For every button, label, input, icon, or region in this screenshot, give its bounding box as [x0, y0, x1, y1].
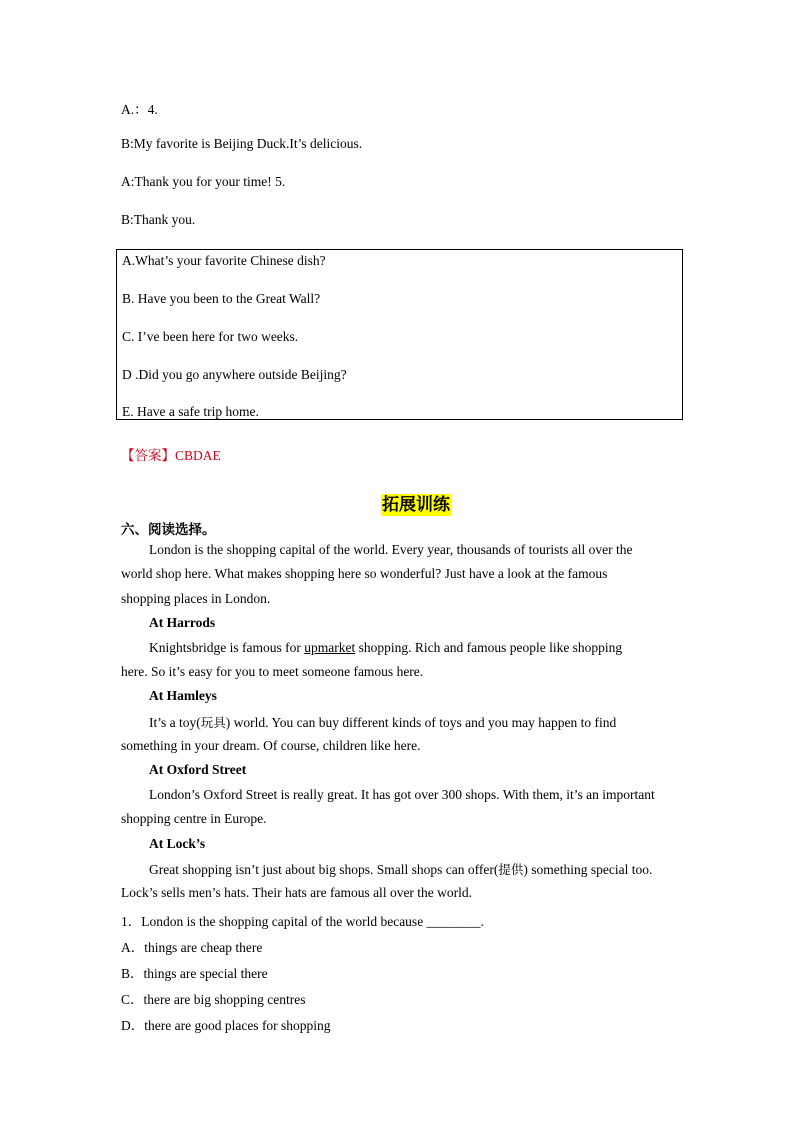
options-box — [116, 249, 683, 420]
option-item: B. Have you been to the Great Wall? — [122, 291, 321, 306]
passage-line: shopping places in London. — [121, 591, 271, 606]
option-item: C. I’ve been here for two weeks. — [122, 329, 299, 344]
answer-choice: D．there are good places for shopping — [121, 1018, 331, 1033]
passage-subheading: At Hamleys — [149, 688, 217, 703]
passage-line: something in your dream. Of course, children like here. — [121, 738, 421, 753]
option-item: E. Have a safe trip home. — [122, 404, 259, 419]
answer-choice: B．things are special there — [121, 966, 268, 981]
answer-choice: A．things are cheap there — [121, 940, 263, 955]
passage-line: Lock’s sells men’s hats. Their hats are famous all over the world. — [121, 885, 473, 900]
section-heading: 六、阅读选择。 — [121, 522, 216, 538]
question-stem: 1．London is the shopping capital of the world because ________. — [121, 914, 484, 929]
dialogue-line: B:My favorite is Beijing Duck.It’s delicious. — [121, 136, 363, 151]
section-title: 拓展训练 — [382, 495, 450, 515]
dialogue-line: A:Thank you for your time! 5. — [121, 174, 286, 189]
passage-line — [149, 640, 622, 656]
passage-line: here. So it’s easy for you to meet someone famous here. — [121, 664, 424, 679]
passage-line: world shop here. What makes shopping here so wonderful? Just have a look at the famous — [121, 566, 608, 581]
dialogue-line: B:Thank you. — [121, 212, 196, 227]
chinese-gloss: 玩具 — [200, 715, 226, 730]
option-item: D .Did you go anywhere outside Beijing? — [122, 367, 347, 382]
dialogue-line: A.：4. — [121, 102, 158, 117]
passage-subheading: At Lock’s — [149, 836, 206, 851]
option-item: A.What’s your favorite Chinese dish? — [122, 253, 326, 268]
underlined-word: upmarket — [304, 640, 356, 655]
passage-text: Great shopping isn’t just about big shops. Small shops can offer( — [149, 862, 499, 877]
passage-subheading: At Oxford Street — [149, 762, 247, 777]
chinese-gloss: 提供 — [498, 862, 524, 877]
passage-line — [149, 860, 652, 878]
passage-line: shopping centre in Europe. — [121, 811, 267, 826]
passage-subheading: At Harrods — [149, 615, 216, 630]
passage-line — [149, 713, 616, 731]
passage-text: Knightsbridge is famous for — [149, 640, 305, 655]
passage-text: shopping. Rich and famous people like shopping — [355, 640, 623, 655]
answer-choice: C．there are big shopping centres — [121, 992, 306, 1007]
passage-line: London’s Oxford Street is really great. It has got over 300 shops. With them, it’s an important — [149, 787, 655, 802]
passage-text: ) world. You can buy different kinds of toys and you may happen to find — [225, 715, 617, 730]
answer-text: 【答案】CBDAE — [121, 448, 221, 463]
passage-text: ) something special too. — [523, 862, 653, 877]
passage-line: London is the shopping capital of the world. Every year, thousands of tourists all over the — [149, 542, 633, 557]
passage-text: It’s a toy( — [149, 715, 201, 730]
